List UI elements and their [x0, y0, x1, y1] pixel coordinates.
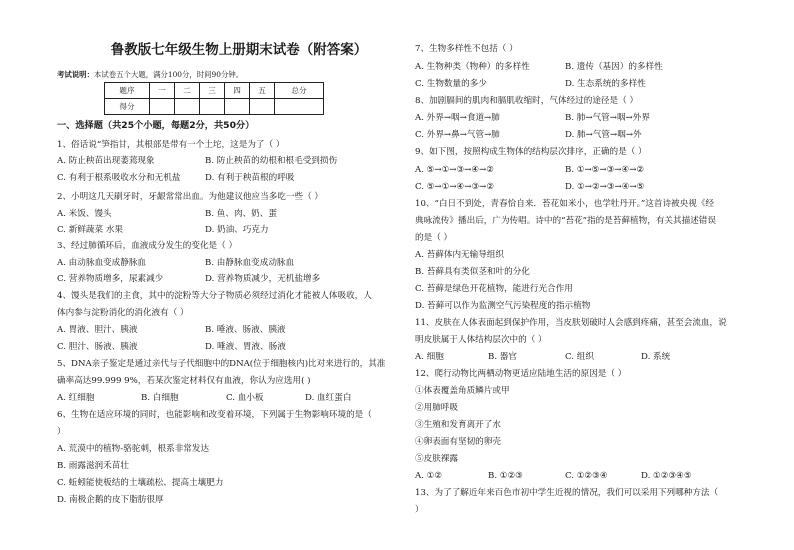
score-header-cell: 总分: [275, 83, 324, 99]
option-b: B. 雨露滋润禾苗壮: [57, 461, 129, 471]
statement-item: ①体表覆盖角质鳞片或甲: [415, 386, 510, 396]
score-header-cell: 三: [200, 83, 225, 99]
option-a: A. 胃液、胆汁、胰液: [57, 325, 138, 335]
question-stem-cont: ）: [415, 505, 424, 515]
exam-note-text: 本试卷五个大题，满分100分，时间90分钟。: [93, 70, 244, 79]
score-header-cell: 四: [225, 83, 250, 99]
option-a: A. 米饭、馒头: [57, 209, 112, 219]
score-cell[interactable]: [200, 99, 225, 115]
score-cell[interactable]: [250, 99, 275, 115]
option-b: B. 肺→气管→咽→外界: [565, 113, 650, 123]
score-table-header-row: [105, 83, 324, 99]
question-stem-cont: 体内参与淀粉消化的消化液有（ ）: [57, 308, 189, 318]
score-header-cell: 五: [250, 83, 275, 99]
question-stem-cont: 典咏流传》播出后，广为传唱。诗中的“苔花”指的是苔藓植物，有关其描述错误: [415, 216, 716, 226]
option-b: B. 由静脉血变成动脉血: [205, 258, 295, 268]
statement-item: ⑤皮肤裸露: [415, 454, 458, 464]
option-d: D. 奶油、巧克力: [205, 225, 269, 235]
option-a: A. 外界→咽→食道→肺: [415, 113, 500, 123]
option-c: C. 血小板: [226, 393, 264, 403]
option-b: B. 白细胞: [141, 393, 179, 403]
question-stem: 11、皮肤在人体表面起到保护作用，当皮肤划破时人会感到疼痛，甚至会流血，说: [415, 318, 727, 328]
section-heading: 一、选择题（共25个小题，每题2分，共50分）: [57, 120, 255, 131]
option-c: C. ①②③④: [565, 471, 608, 481]
question-stem: 3、经过肺循环后，血液成分发生的变化是（ ）: [57, 241, 238, 251]
option-b: B. 苔藓具有类似茎和叶的分化: [415, 267, 530, 277]
option-d: D. 唾液、胃液、肠液: [205, 342, 286, 352]
score-header-cell: 二: [175, 83, 200, 99]
option-b: B. 器官: [488, 352, 517, 362]
statement-item: ④卵表面有坚韧的卵壳: [415, 437, 501, 447]
question-stem: 6、生物在适应环境的同时，也能影响和改变着环境，下列属于生物影响环境的是（: [57, 410, 372, 420]
option-c: C. 外界→鼻→气管→肺: [415, 130, 500, 140]
option-b: B. 遗传（基因）的多样性: [565, 62, 663, 72]
option-b: B. ①②③: [488, 471, 523, 481]
score-cell[interactable]: [150, 99, 175, 115]
question-stem: 7、生物多样性不包括（ ）: [415, 44, 518, 54]
option-c: C. 营养物质增多，尿素减少: [57, 274, 164, 284]
question-stem-cont: 确率高达99.999 9%，若某次鉴定材料仅有血液，你认为应选用( ): [57, 376, 311, 386]
option-a: A. 荒漠中的植物-骆驼刺，根系非常发达: [57, 444, 210, 454]
option-c: C. ⑤→①→④→③→②: [415, 182, 495, 192]
question-stem: 1、俗话说“笋指甘，其根部是带有一个土坨，这是为了（ ）: [57, 140, 285, 150]
exam-note: [57, 71, 243, 78]
option-a: A. 红细胞: [57, 393, 95, 403]
option-a: A. 生物种类（物种）的多样性: [415, 62, 530, 72]
option-a: A. 由动脉血变成静脉血: [57, 258, 147, 268]
question-stem-cont: ）: [57, 427, 66, 437]
option-d: D. 肺→气管→咽→外: [565, 130, 642, 140]
option-d: D. 系统: [641, 352, 671, 362]
option-d: D. 生态系统的多样性: [565, 79, 646, 89]
question-stem: 13、为了了解近年来百色市初中学生近视的情况，我们可以采用下列哪种方法（: [415, 488, 719, 498]
question-stem: 2、小明这几天刷牙时，牙龈常常出血。为他建议他应当多吃一些（ ）: [57, 192, 324, 202]
question-stem: 9、如下图，按照构成生物体的结构层次排序，正确的是（ ）: [415, 147, 647, 157]
statement-item: ③生殖和发育离开了水: [415, 420, 501, 430]
option-c: C. 蚯蚓能使板结的土壤疏松、提高土壤肥力: [57, 478, 224, 488]
score-row-label: 得分: [105, 99, 150, 115]
option-d: D. ①②③④⑤: [641, 471, 692, 481]
option-b: B. 唾液、肠液、胰液: [205, 325, 286, 335]
score-cell[interactable]: [275, 99, 324, 115]
question-stem-cont: 明皮肤属于人体结构层次中的（ ）: [415, 335, 547, 345]
option-d: D. 南极企鹅的皮下脂肪很厚: [57, 495, 164, 505]
question-stem: 4、馒头是我们的主食，其中的淀粉等大分子物质必须经过消化才能被人体吸收，人: [57, 291, 372, 301]
option-d: D. 苔藓可以作为监测空气污染程度的指示植物: [415, 301, 591, 311]
option-b: B. 鱼、肉、奶、蛋: [205, 209, 277, 219]
option-a: A. 细胞: [415, 352, 444, 362]
option-c: C. 新鲜蔬菜 水果: [57, 225, 124, 235]
score-table: [104, 82, 324, 115]
score-header-cell: 一: [150, 83, 175, 99]
question-stem: 10、“白日不到处，青春恰自来．苔花如米小，也学牡丹开。”这首诗被央视《经: [415, 199, 715, 209]
page-title: 鲁教版七年级生物上册期末试卷（附答案）: [110, 42, 368, 58]
option-d: D. ①→②→③→④→⑤: [565, 182, 645, 192]
option-d: D. 血红蛋白: [305, 393, 352, 403]
option-a: A. ①②: [415, 471, 443, 481]
question-stem: 8、加剧膈间的肌肉和膈肌收缩时，气体经过的途径是（ ）: [415, 96, 639, 106]
score-cell[interactable]: [225, 99, 250, 115]
score-cell[interactable]: [175, 99, 200, 115]
question-stem: 12、爬行动物比两栖动物更适应陆地生活的原因是（ ）: [415, 369, 627, 379]
option-d: D. 有利于秧苗根的呼吸: [205, 173, 295, 183]
option-c: C. 组织: [565, 352, 594, 362]
exam-note-label: 考试说明：: [57, 70, 94, 79]
option-b: B. 防止秧苗的幼根和根毛受到损伤: [205, 156, 338, 166]
question-stem-cont: 的是（ ）: [415, 233, 453, 243]
option-c: C. 生物数量的多少: [415, 79, 487, 89]
option-c: C. 有利于根系吸收水分和无机盐: [57, 173, 181, 183]
option-a: A. 苔藓体内无输导组织: [415, 250, 505, 260]
option-a: A. 防止秧苗出现萎蔫现象: [57, 156, 155, 166]
option-d: D. 营养物质减少，无机盐增多: [205, 274, 321, 284]
option-c: C. 苔藓是绿色开花植物，能进行光合作用: [415, 284, 573, 294]
option-b: B. ①→⑤→③→④→②: [565, 165, 645, 175]
score-table-score-row: [105, 99, 324, 115]
score-header-cell: 题序: [105, 83, 150, 99]
question-stem: 5、DNA亲子鉴定是通过亲代与子代细胞中的DNA(位于细胞核内)比对来进行的，其准: [57, 359, 386, 369]
option-c: C. 胆汁、肠液、胰液: [57, 342, 138, 352]
option-a: A. ⑤→①→③→④→②: [415, 165, 494, 175]
statement-item: ②用肺呼吸: [415, 403, 458, 413]
